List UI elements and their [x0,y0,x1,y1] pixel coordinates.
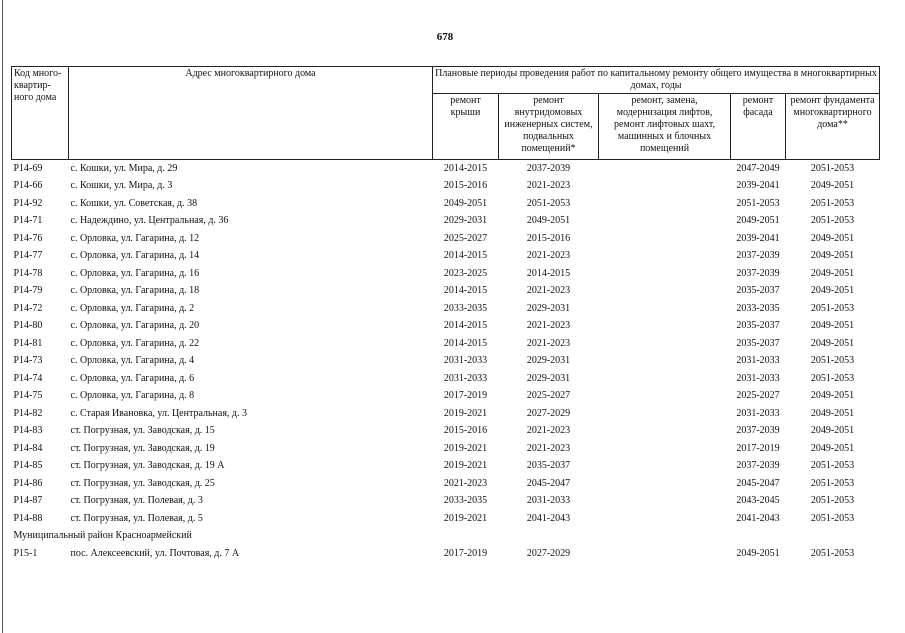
cell-code: P14-81 [13,337,43,349]
cell-roof: 2033-2035 [443,302,488,314]
repair-schedule-table [11,66,880,563]
cell-systems: 2041-2043 [526,512,571,524]
cell-foundation: 2051-2053 [810,477,855,489]
header-foundation: ремонт фундамента многоквартирного дома** [786,94,880,160]
cell-facade: 2043-2045 [736,495,780,507]
cell-facade: 2037-2039 [736,250,780,262]
cell-foundation: 2049-2051 [810,337,855,349]
cell-code: P14-88 [13,512,43,524]
cell-address: пос. Алексеевский, ул. Почтовая, д. 7 А [70,547,240,559]
cell-address: ст. Погрузная, ул. Заводская, д. 19 [70,442,215,454]
cell-lifts [599,475,731,493]
cell-foundation: 2051-2053 [810,372,855,384]
cell-code: P14-76 [13,232,43,244]
table-row [12,545,880,563]
cell-systems: 2021-2023 [526,285,571,297]
table-row [12,178,880,196]
table-body [12,160,880,563]
cell-roof: 2021-2023 [443,477,488,489]
cell-facade: 2037-2039 [736,425,780,437]
header-periods: Плановые периоды проведения работ по капитальному ремонту общего имущества в многоквартирных домах, годы [433,67,880,94]
cell-address: с. Орловка, ул. Гагарина, д. 6 [70,372,195,384]
table-row [12,265,880,283]
cell-systems: 2021-2023 [526,425,571,437]
cell-facade: 2035-2037 [736,337,780,349]
cell-code: P14-66 [13,180,43,192]
cell-lifts [599,195,731,213]
cell-foundation: 2049-2051 [810,180,855,192]
cell-facade: 2045-2047 [736,477,780,489]
cell-systems: 2021-2023 [526,337,571,349]
cell-roof: 2014-2015 [443,250,488,262]
cell-systems: 2051-2053 [526,197,571,209]
cell-code: P14-77 [13,250,43,262]
cell-address: с. Орловка, ул. Гагарина, д. 4 [70,355,195,367]
cell-code: P15-1 [13,547,38,559]
cell-foundation: 2049-2051 [810,442,855,454]
table-row [12,370,880,388]
cell-systems: 2014-2015 [526,267,571,279]
table-row [12,213,880,231]
cell-code: P14-75 [13,390,43,402]
cell-lifts [599,405,731,423]
cell-address: с. Орловка, ул. Гагарина, д. 16 [70,267,200,279]
table-row [12,405,880,423]
cell-address: с. Кошки, ул. Мира, д. 3 [70,180,173,192]
cell-systems: 2029-2031 [526,372,571,384]
cell-roof: 2025-2027 [443,232,488,244]
cell-address: ст. Погрузная, ул. Полевая, д. 5 [70,512,203,524]
cell-address: с. Кошки, ул. Мира, д. 29 [70,162,178,174]
table-row [12,318,880,336]
cell-facade: 2051-2053 [736,197,780,209]
table-header [12,67,880,160]
cell-address: с. Орловка, ул. Гагарина, д. 12 [70,232,200,244]
table-row [12,230,880,248]
cell-facade: 2039-2041 [736,180,780,192]
table-row [12,510,880,528]
cell-lifts [599,160,731,178]
cell-systems: 2029-2031 [526,355,571,367]
cell-roof: 2019-2021 [443,460,488,472]
cell-lifts [599,510,731,528]
table-row [12,353,880,371]
cell-lifts [599,493,731,511]
table-row [12,335,880,353]
cell-facade: 2049-2051 [736,547,780,559]
cell-lifts [599,353,731,371]
cell-lifts [599,213,731,231]
cell-code: P14-72 [13,302,43,314]
cell-lifts [599,545,731,563]
cell-systems: 2021-2023 [526,442,571,454]
cell-code: P14-82 [13,407,43,419]
cell-address: ст. Погрузная, ул. Заводская, д. 19 А [70,460,225,472]
cell-foundation: 2049-2051 [810,320,855,332]
cell-code: P14-78 [13,267,43,279]
cell-systems: 2025-2027 [526,390,571,402]
cell-lifts [599,423,731,441]
cell-foundation: 2051-2053 [810,460,855,472]
cell-lifts [599,283,731,301]
cell-facade: 2031-2033 [736,372,780,384]
table-row [12,475,880,493]
cell-address: ст. Погрузная, ул. Заводская, д. 25 [70,477,215,489]
cell-facade: 2035-2037 [736,320,780,332]
cell-code: P14-71 [13,215,43,227]
section-title: Муниципальный район Красноармейский [13,530,192,542]
cell-code: P14-69 [13,162,43,174]
cell-code: P14-84 [13,442,43,454]
cell-code: P14-86 [13,477,43,489]
cell-lifts [599,440,731,458]
cell-foundation: 2051-2053 [810,547,855,559]
cell-address: ст. Погрузная, ул. Полевая, д. 3 [70,495,203,507]
table-row [12,423,880,441]
header-roof: ремонт крыши [433,94,499,160]
cell-address: с. Орловка, ул. Гагарина, д. 8 [70,390,195,402]
table-row [12,248,880,266]
table-row [12,458,880,476]
cell-address: с. Орловка, ул. Гагарина, д. 22 [70,337,200,349]
table-row [12,440,880,458]
table-row [12,388,880,406]
cell-code: P14-85 [13,460,43,472]
cell-code: P14-73 [13,355,43,367]
cell-facade: 2037-2039 [736,267,780,279]
cell-systems: 2031-2033 [526,495,571,507]
table-row [12,493,880,511]
cell-facade: 2031-2033 [736,407,780,419]
cell-systems: 2027-2029 [526,407,571,419]
cell-roof: 2017-2019 [443,390,488,402]
cell-address: с. Орловка, ул. Гагарина, д. 20 [70,320,200,332]
cell-lifts [599,370,731,388]
cell-facade: 2025-2027 [736,390,780,402]
cell-lifts [599,388,731,406]
table-row [12,160,880,178]
cell-foundation: 2051-2053 [810,162,855,174]
cell-foundation: 2051-2053 [810,495,855,507]
cell-roof: 2014-2015 [443,337,488,349]
cell-address: с. Старая Ивановка, ул. Центральная, д. 3 [70,407,248,419]
cell-roof: 2014-2015 [443,162,488,174]
cell-systems: 2021-2023 [526,320,571,332]
cell-code: P14-87 [13,495,43,507]
cell-roof: 2031-2033 [443,355,488,367]
table-row [12,195,880,213]
cell-foundation: 2049-2051 [810,232,855,244]
cell-roof: 2033-2035 [443,495,488,507]
header-facade: ремонт фасада [731,94,786,160]
page-number: 678 [436,31,454,43]
cell-foundation: 2051-2053 [810,302,855,314]
cell-roof: 2019-2021 [443,442,488,454]
cell-systems: 2035-2037 [526,460,571,472]
cell-address: с. Орловка, ул. Гагарина, д. 18 [70,285,200,297]
cell-systems: 2021-2023 [526,250,571,262]
cell-facade: 2041-2043 [736,512,780,524]
cell-facade: 2049-2051 [736,215,780,227]
cell-roof: 2019-2021 [443,512,488,524]
page-edge-rule [2,0,3,633]
cell-roof: 2023-2025 [443,267,488,279]
cell-foundation: 2051-2053 [810,512,855,524]
cell-lifts [599,458,731,476]
header-lifts: ремонт, замена, модернизация лифтов, ремонт лифтовых шахт, машинных и блочных помещений [599,94,731,160]
cell-foundation: 2049-2051 [810,267,855,279]
cell-lifts [599,230,731,248]
cell-code: P14-92 [13,197,43,209]
cell-lifts [599,265,731,283]
cell-systems: 2049-2051 [526,215,571,227]
cell-roof: 2014-2015 [443,285,488,297]
cell-code: P14-83 [13,425,43,437]
cell-roof: 2019-2021 [443,407,488,419]
cell-facade: 2031-2033 [736,355,780,367]
cell-systems: 2037-2039 [526,162,571,174]
cell-code: P14-80 [13,320,43,332]
cell-foundation: 2049-2051 [810,425,855,437]
table-row [12,283,880,301]
cell-address: с. Надеждино, ул. Центральная, д. 36 [70,215,229,227]
cell-roof: 2014-2015 [443,320,488,332]
cell-facade: 2035-2037 [736,285,780,297]
cell-systems: 2021-2023 [526,180,571,192]
table-row [12,300,880,318]
header-code: Код много-квартир-ного дома [12,67,69,160]
cell-foundation: 2051-2053 [810,197,855,209]
header-address: Адрес многоквартирного дома [69,67,433,160]
cell-foundation: 2049-2051 [810,407,855,419]
cell-roof: 2017-2019 [443,547,488,559]
cell-foundation: 2049-2051 [810,390,855,402]
cell-foundation: 2051-2053 [810,215,855,227]
cell-lifts [599,318,731,336]
cell-facade: 2037-2039 [736,460,780,472]
cell-code: P14-74 [13,372,43,384]
cell-facade: 2017-2019 [736,442,780,454]
cell-address: с. Орловка, ул. Гагарина, д. 2 [70,302,195,314]
cell-address: с. Орловка, ул. Гагарина, д. 14 [70,250,200,262]
section-row [12,528,880,546]
cell-facade: 2033-2035 [736,302,780,314]
cell-roof: 2049-2051 [443,197,488,209]
cell-address: ст. Погрузная, ул. Заводская, д. 15 [70,425,215,437]
cell-facade: 2039-2041 [736,232,780,244]
cell-roof: 2029-2031 [443,215,488,227]
cell-roof: 2015-2016 [443,425,488,437]
cell-lifts [599,248,731,266]
cell-lifts [599,178,731,196]
cell-address: с. Кошки, ул. Советская, д. 38 [70,197,198,209]
cell-systems: 2045-2047 [526,477,571,489]
header-systems: ремонт внутридомовых инженерных систем, подвальных помещений* [499,94,599,160]
cell-roof: 2015-2016 [443,180,488,192]
cell-systems: 2015-2016 [526,232,571,244]
cell-systems: 2029-2031 [526,302,571,314]
cell-roof: 2031-2033 [443,372,488,384]
cell-foundation: 2049-2051 [810,250,855,262]
cell-systems: 2027-2029 [526,547,571,559]
cell-lifts [599,335,731,353]
cell-foundation: 2051-2053 [810,355,855,367]
cell-facade: 2047-2049 [736,162,780,174]
cell-lifts [599,300,731,318]
cell-code: P14-79 [13,285,43,297]
cell-foundation: 2049-2051 [810,285,855,297]
